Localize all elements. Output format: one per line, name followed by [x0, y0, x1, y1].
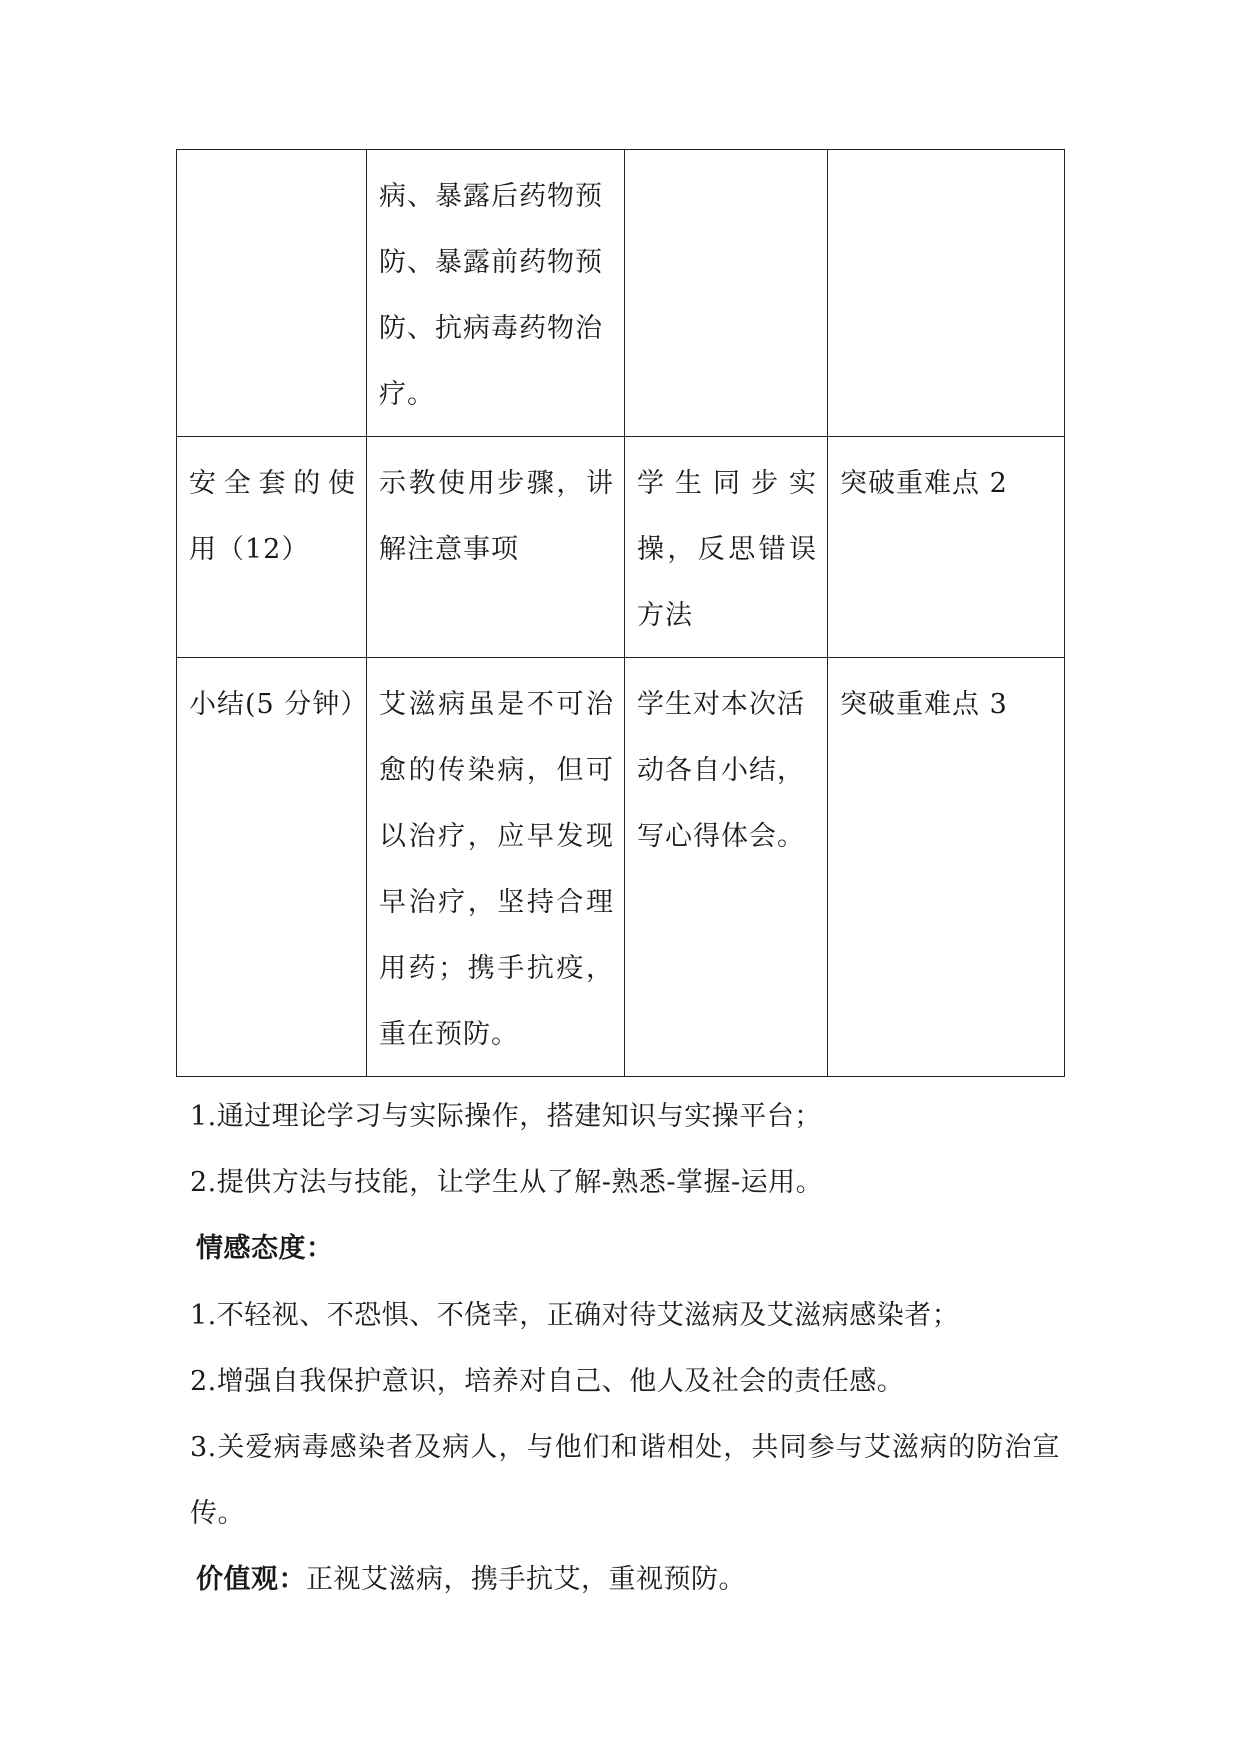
emotion-heading: 情感态度： — [196, 1233, 334, 1264]
table-cell-teacher-activity: 病、暴露后药物预防、暴露前药物预防、抗病毒药物治疗。 — [367, 150, 625, 437]
table-cell-stage: 小结(5 分钟） — [177, 658, 367, 1077]
emotion-item-1: 1.不轻视、不恐惧、不侥幸，正确对待艾滋病及艾滋病感染者； — [190, 1300, 960, 1331]
table-cell-design-intent: 突破重难点 2 — [828, 437, 1065, 658]
table-row — [177, 658, 1065, 1077]
lesson-plan-table — [176, 149, 1065, 1077]
emotion-item-2: 2.增强自我保护意识，培养对自己、他人及社会的责任感。 — [190, 1366, 905, 1397]
table-cell-teacher-activity: 示教使用步骤，讲解注意事项 — [367, 437, 625, 658]
values-line — [196, 1547, 1076, 1613]
table-cell-student-activity — [625, 150, 828, 437]
values-text: 正视艾滋病，携手抗艾，重视预防。 — [306, 1564, 746, 1595]
table-cell-student-activity: 学生对本次活动各自小结，写心得体会。 — [625, 658, 828, 1077]
table-row — [177, 437, 1065, 658]
table-cell-design-intent — [828, 150, 1065, 437]
values-heading: 价值观： — [196, 1564, 306, 1595]
table-cell-student-activity: 学生同步实操，反思错误方法 — [625, 437, 828, 658]
table-cell-stage — [177, 150, 367, 437]
table-row — [177, 150, 1065, 437]
emotion-item-3: 3.关爱病毒感染者及病人，与他们和谐相处，共同参与艾滋病的防治宣传。 — [190, 1432, 1060, 1529]
table-cell-teacher-activity: 艾滋病虽是不可治愈的传染病，但可以治疗，应早发现早治疗，坚持合理用药；携手抗疫，重在预防。 — [367, 658, 625, 1077]
skills-item-1: 1.通过理论学习与实际操作，搭建知识与实操平台； — [190, 1101, 822, 1132]
table-cell-stage: 安全套的使用（12） — [177, 437, 367, 658]
table-cell-design-intent: 突破重难点 3 — [828, 658, 1065, 1077]
skills-item-2: 2.提供方法与技能，让学生从了解-熟悉-掌握-运用。 — [190, 1167, 824, 1198]
